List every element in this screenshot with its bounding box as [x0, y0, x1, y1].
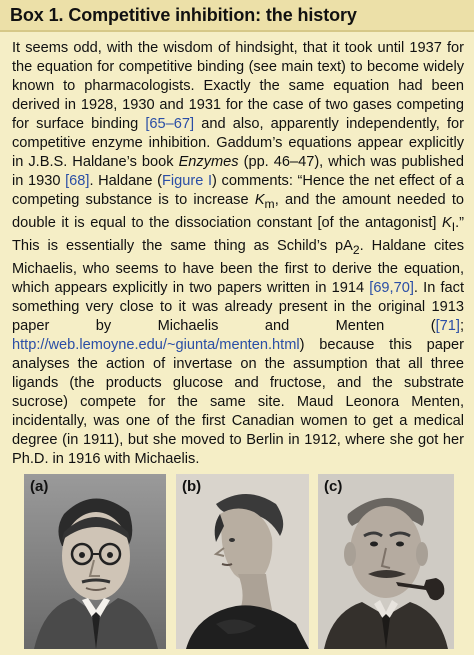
- photo-c: [318, 474, 454, 649]
- photo-label-b: (b): [182, 478, 202, 495]
- text-segment: . Haldane (: [89, 173, 162, 189]
- reference-link-71[interactable]: [71]: [435, 317, 460, 334]
- text-segment: (pp. 46–47), which was published in 1930: [12, 154, 464, 189]
- portrait-woman-profile-icon: [176, 474, 309, 649]
- text-segment: . In fact something very close to it was already present in the original 1913 paper by Michaelis and Menten (: [12, 279, 465, 334]
- figure-link[interactable]: Figure I: [161, 173, 213, 189]
- photo-row: [24, 474, 454, 649]
- photo-label-a: (a): [30, 478, 49, 495]
- text-segment: , and the amount needed to double it is equal to the dissociation constant [of the antagonist]: [12, 192, 464, 231]
- box-title: Box 1. Competitive inhibition: the history: [0, 0, 474, 32]
- text-segment: It seems odd, with the wisdom of hindsight, that it took until 1937 for the equation for competitive binding (see main text) to become widely known to pharmacologists. Exactly the same equation had been derived in 1928, 1930 and 1931 for the case of two gases competing for surface binding: [12, 40, 464, 132]
- portrait-man-pipe-icon: [318, 474, 454, 649]
- ki-subscript: I: [451, 219, 456, 234]
- text-segment: and also, apparently independently, for competitive enzyme inhibition. Gaddum’s equations appear explicitly in J.B.S. Haldane’s book: [12, 116, 464, 170]
- reference-link-65-67[interactable]: [65–67]: [145, 116, 195, 132]
- portrait-man-glasses-icon: [24, 474, 166, 649]
- photo-a: [24, 474, 166, 649]
- photo-label-c: (c): [324, 478, 343, 495]
- km-symbol: K: [254, 192, 265, 208]
- text-segment: . Haldane cites Michaelis, who seems to have been the first to derive the equation, which appears explicitly in two papers written in 1914: [12, 237, 464, 296]
- pa2-subscript: 2: [352, 242, 360, 257]
- km-subscript: m: [264, 196, 275, 211]
- text-segment: .” This is essentially the same thing as Schild’s pA: [12, 214, 464, 254]
- photo-b: [176, 474, 309, 649]
- menten-url-link[interactable]: http://web.lemoyne.edu/~giunta/menten.html: [12, 336, 300, 353]
- ki-symbol: K: [441, 214, 452, 231]
- text-segment: ) comments: “Hence the net effect of a competing substance is to increase: [12, 173, 465, 208]
- box-paragraph: [0, 32, 474, 469]
- reference-link-69-70[interactable]: [69,70]: [369, 279, 414, 296]
- text-segment: ;: [459, 317, 464, 334]
- reference-link-68[interactable]: [68]: [65, 173, 90, 189]
- text-segment: ) because this paper analyses the action of invertase on the assumption that all three ligands (the products glucose and fructose, and the substrate sucrose) compete for the same site. Maud Leonora Menten, incidentally, was one of the first Canadian women to get a medical degree (in 1911), but she moved to Berlin in 1912, where she got her Ph.D. in 1916 with Michaelis.: [12, 336, 464, 467]
- book-title: Enzymes: [178, 154, 239, 170]
